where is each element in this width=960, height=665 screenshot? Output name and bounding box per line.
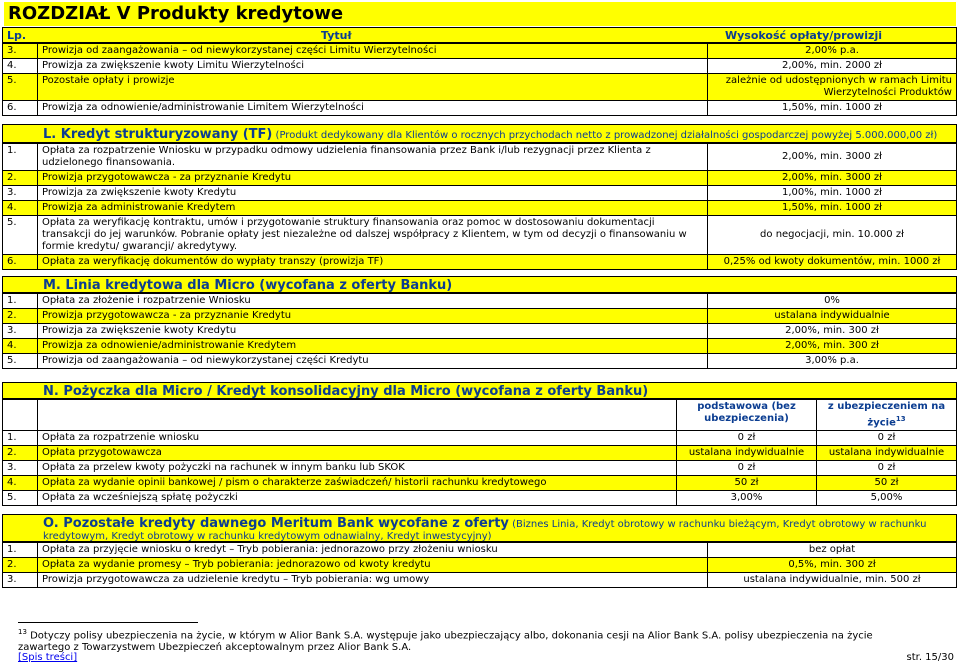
table-row bbox=[3, 216, 957, 255]
row-value-b: 5,00% bbox=[817, 491, 957, 506]
row-lp: 6. bbox=[3, 255, 38, 270]
row-title: Prowizja przygotowawcza - za przyznanie Kredytu bbox=[38, 309, 708, 324]
row-value-b: 50 zł bbox=[817, 476, 957, 491]
row-value: 1,50%, min. 1000 zł bbox=[708, 201, 957, 216]
row-lp: 6. bbox=[3, 101, 38, 116]
table-row bbox=[3, 476, 957, 491]
table-row bbox=[3, 446, 957, 461]
footnote-ref: 13 bbox=[895, 415, 906, 423]
k-table bbox=[2, 43, 957, 116]
row-title: Opłata za złożenie i rozpatrzenie Wniosku bbox=[38, 294, 708, 309]
row-lp: 2. bbox=[3, 446, 38, 461]
table-row bbox=[3, 294, 957, 309]
row-title: Prowizja za odnowienie/administrowanie Kredytem bbox=[38, 339, 708, 354]
row-title: Prowizja za administrowanie Kredytem bbox=[38, 201, 708, 216]
row-title: Prowizja od zaangażowania – od niewykorzystanej części Limitu Wierzytelności bbox=[38, 44, 708, 59]
table-row bbox=[3, 255, 957, 270]
row-value: 2,00% p.a. bbox=[708, 44, 957, 59]
section-title: ROZDZIAŁ V Produkty kredytowe bbox=[4, 2, 956, 26]
row-value: 3,00% p.a. bbox=[708, 354, 957, 369]
table-row bbox=[3, 74, 957, 101]
row-value: 1,50%, min. 1000 zł bbox=[708, 101, 957, 116]
row-value: 0% bbox=[708, 294, 957, 309]
section-o-heading bbox=[2, 514, 957, 542]
section-n-heading bbox=[2, 382, 957, 399]
section-l-heading bbox=[2, 124, 957, 143]
empty-cell bbox=[3, 400, 38, 431]
l-table bbox=[2, 143, 957, 270]
row-lp: 2. bbox=[3, 558, 38, 573]
table-row bbox=[3, 461, 957, 476]
row-title: Prowizja przygotowawcza za udzielenie kredytu – Tryb pobierania: wg umowy bbox=[38, 573, 708, 588]
row-lp: 2. bbox=[3, 171, 38, 186]
row-lp: 1. bbox=[3, 431, 38, 446]
section-l-label: L. Kredyt strukturyzowany (TF) bbox=[43, 127, 273, 142]
table-row bbox=[3, 59, 957, 74]
o-table bbox=[2, 542, 957, 588]
col-ubezpieczenie-label: z ubezpieczeniem na życie bbox=[827, 401, 946, 429]
row-lp: 2. bbox=[3, 309, 38, 324]
footnote-number: 13 bbox=[18, 628, 27, 636]
row-lp: 4. bbox=[3, 339, 38, 354]
col-ubezpieczenie bbox=[817, 400, 957, 431]
row-lp: 4. bbox=[3, 201, 38, 216]
row-lp: 3. bbox=[3, 573, 38, 588]
row-lp: 5. bbox=[3, 216, 38, 255]
table-row bbox=[3, 558, 957, 573]
row-lp: 3. bbox=[3, 324, 38, 339]
row-lp: 3. bbox=[3, 186, 38, 201]
row-value: 2,00%, min. 2000 zł bbox=[708, 59, 957, 74]
page-number: str. 15/30 bbox=[906, 652, 954, 663]
row-title: Opłata za przyjęcie wniosku o kredyt – Tryb pobierania: jednorazowo przy złożeniu wniosku bbox=[38, 543, 708, 558]
table-row bbox=[3, 573, 957, 588]
row-title: Prowizja za zwiększenie kwoty Kredytu bbox=[38, 186, 708, 201]
n-table bbox=[2, 399, 957, 506]
row-value-b: 0 zł bbox=[817, 461, 957, 476]
row-value-a: ustalana indywidualnie bbox=[677, 446, 817, 461]
section-l-note: (Produkt dedykowany dla Klientów o rocznych przychodach netto z prowadzonej działalności gospodarczej powyżej 5.000.000,00 zł) bbox=[275, 130, 938, 141]
row-lp: 4. bbox=[3, 59, 38, 74]
row-lp: 1. bbox=[3, 144, 38, 171]
table-row bbox=[3, 324, 957, 339]
row-title: Prowizja od zaangażowania – od niewykorzystanej części Kredytu bbox=[38, 354, 708, 369]
row-lp: 1. bbox=[3, 543, 38, 558]
row-lp: 3. bbox=[3, 44, 38, 59]
row-title: Opłata przygotowawcza bbox=[38, 446, 677, 461]
row-value-b: ustalana indywidualnie bbox=[817, 446, 957, 461]
row-lp: 3. bbox=[3, 461, 38, 476]
header-lp: Lp. bbox=[7, 29, 27, 42]
table-row bbox=[3, 44, 957, 59]
row-value: do negocjacji, min. 10.000 zł bbox=[708, 216, 957, 255]
header-tytul: Tytuł bbox=[321, 29, 352, 42]
row-value: 2,00%, min. 300 zł bbox=[708, 324, 957, 339]
m-table bbox=[2, 293, 957, 369]
row-title: Opłata za przelew kwoty pożyczki na rachunek w innym banku lub SKOK bbox=[38, 461, 677, 476]
row-title: Prowizja za zwiększenie kwoty Kredytu bbox=[38, 324, 708, 339]
row-title: Opłata za wydanie opinii bankowej / pism o charakterze zaświadczeń/ historii rachunku kredytowego bbox=[38, 476, 677, 491]
section-o-label: O. Pozostałe kredyty dawnego Meritum Bank wycofane z oferty bbox=[43, 516, 509, 531]
row-value: 0,5%, min. 300 zł bbox=[708, 558, 957, 573]
section-m-label: M. Linia kredytowa dla Micro (wycofana z oferty Banku) bbox=[43, 278, 453, 293]
row-lp: 1. bbox=[3, 294, 38, 309]
table-row bbox=[3, 339, 957, 354]
section-n-label: N. Pożyczka dla Micro / Kredyt konsolidacyjny dla Micro (wycofana z oferty Banku) bbox=[43, 384, 649, 399]
table-row bbox=[3, 491, 957, 506]
row-value: 1,00%, min. 1000 zł bbox=[708, 186, 957, 201]
row-lp: 4. bbox=[3, 476, 38, 491]
row-value: ustalana indywidualnie bbox=[708, 309, 957, 324]
row-title: Opłata za rozpatrzenie wniosku bbox=[38, 431, 677, 446]
row-title: Opłata za weryfikację kontraktu, umów i przygotowanie struktury finansowania oraz pomoc w dostosowaniu dokumentacji transakcji do jej warunków. Pobranie opłaty jest niezależne od dalszej współpracy z Klientem, w tym od decyzji o finansowaniu w formie kredytu/ gwarancji/ akredytywy. bbox=[38, 216, 708, 255]
row-value: 2,00%, min. 3000 zł bbox=[708, 144, 957, 171]
row-value-a: 3,00% bbox=[677, 491, 817, 506]
section-m-heading bbox=[2, 276, 957, 293]
table-row bbox=[3, 354, 957, 369]
section-o-note: (Biznes Linia, Kredyt obrotowy w rachunku bieżącym, Kredyt obrotowy w rachunku kredytowym, Kredyt obrotowy w rachunku kredytowym odnawialny, Kredyt inwestycyjny) bbox=[43, 519, 927, 542]
row-title: Prowizja za odnowienie/administrowanie Limitem Wierzytelności bbox=[38, 101, 708, 116]
header-wysokosc: Wysokość opłaty/prowizji bbox=[725, 29, 882, 42]
row-lp: 5. bbox=[3, 74, 38, 101]
table-row bbox=[3, 171, 957, 186]
table-row bbox=[3, 543, 957, 558]
table-header-row bbox=[3, 400, 957, 431]
row-value: 2,00%, min. 3000 zł bbox=[708, 171, 957, 186]
table-row bbox=[3, 309, 957, 324]
row-value: 0,25% od kwoty dokumentów, min. 1000 zł bbox=[708, 255, 957, 270]
row-lp: 5. bbox=[3, 491, 38, 506]
row-value: ustalana indywidualnie, min. 500 zł bbox=[708, 573, 957, 588]
row-value: zależnie od udostępnionych w ramach Limitu Wierzytelności Produktów bbox=[708, 74, 957, 101]
row-title: Opłata za weryfikację dokumentów do wypłaty transzy (prowizja TF) bbox=[38, 255, 708, 270]
row-value-a: 0 zł bbox=[677, 461, 817, 476]
table-row bbox=[3, 201, 957, 216]
row-value: bez opłat bbox=[708, 543, 957, 558]
toc-link[interactable]: [Spis treści] bbox=[18, 652, 78, 663]
row-value-a: 50 zł bbox=[677, 476, 817, 491]
row-value-b: 0 zł bbox=[817, 431, 957, 446]
footnote-text: Dotyczy polisy ubezpieczenia na życie, w którym w Alior Bank S.A. występuje jako ubezpieczający albo, dokonania cesji na Alior Bank S.A. polisy ubezpieczenia na życie zawartego z Towarzystwem Ubezpieczeń akceptowalnym przez Alior Bank S.A. bbox=[18, 630, 873, 654]
table-header bbox=[2, 27, 957, 43]
col-podstawowa: podstawowa (bez ubezpieczenia) bbox=[677, 400, 817, 431]
row-title: Opłata za wydanie promesy – Tryb pobierania: jednorazowo od kwoty kredytu bbox=[38, 558, 708, 573]
row-title: Opłata za wcześniejszą spłatę pożyczki bbox=[38, 491, 677, 506]
row-title: Prowizja przygotowawcza - za przyznanie Kredytu bbox=[38, 171, 708, 186]
table-row bbox=[3, 431, 957, 446]
row-value-a: 0 zł bbox=[677, 431, 817, 446]
footnote-divider bbox=[18, 622, 198, 623]
footnote bbox=[18, 626, 918, 654]
table-row bbox=[3, 144, 957, 171]
row-title: Pozostałe opłaty i prowizje bbox=[38, 74, 708, 101]
row-value: 2,00%, min. 300 zł bbox=[708, 339, 957, 354]
row-title: Opłata za rozpatrzenie Wniosku w przypadku odmowy udzielenia finansowania przez Bank i/lub rezygnacji przez Klienta z udzielonego finansowania. bbox=[38, 144, 708, 171]
empty-cell bbox=[38, 400, 677, 431]
table-row bbox=[3, 101, 957, 116]
row-title: Prowizja za zwiększenie kwoty Limitu Wierzytelności bbox=[38, 59, 708, 74]
table-row bbox=[3, 186, 957, 201]
row-lp: 5. bbox=[3, 354, 38, 369]
